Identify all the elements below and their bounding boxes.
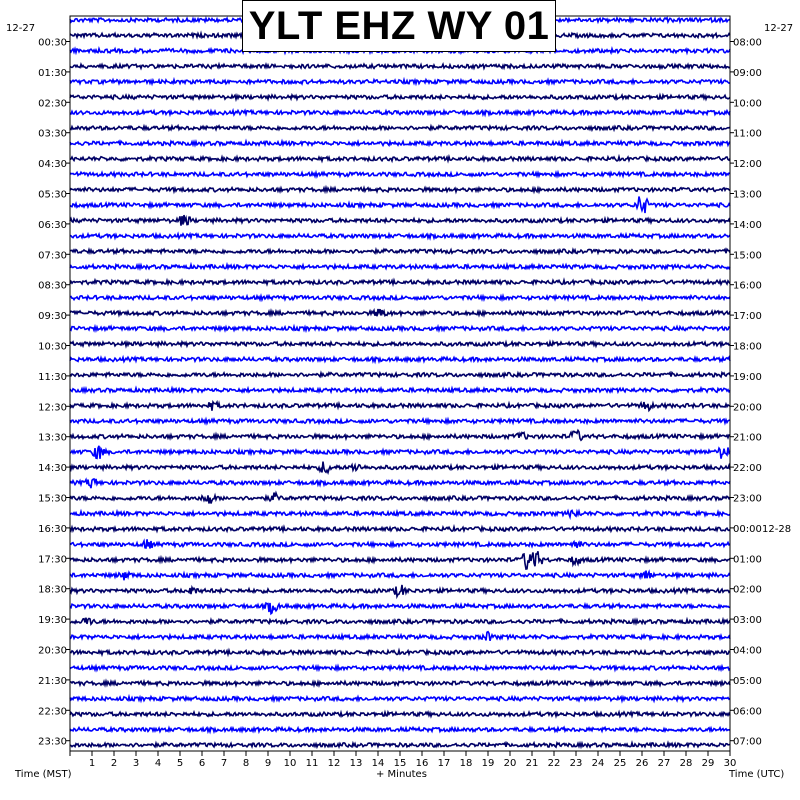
x-tick-label: 30 [723, 758, 737, 769]
x-tick-label: 25 [613, 758, 627, 769]
x-tick-label: 13 [349, 758, 363, 769]
right-hour-label: 12:00 [733, 159, 762, 171]
right-hour-label: 03:00 [733, 615, 762, 627]
x-tick-label: 22 [547, 758, 561, 769]
x-tick-label: 11 [305, 758, 319, 769]
left-hour-label: 05:30 [38, 189, 67, 201]
x-tick-label: 4 [154, 758, 162, 769]
left-axis-label: Time (MST) [15, 769, 72, 780]
right-hour-label: 08:00 [733, 37, 762, 49]
plot-background [70, 16, 730, 751]
right-hour-label: 10:00 [733, 98, 762, 110]
left-hour-label: 18:30 [38, 584, 67, 596]
title-box [242, 0, 556, 52]
x-tick-label: 7 [220, 758, 228, 769]
right-hour-label: 09:00 [733, 67, 762, 79]
left-hour-label: 21:30 [38, 675, 67, 687]
right-hour-label: 23:00 [733, 493, 762, 505]
x-tick-label: 27 [657, 758, 671, 769]
left-hour-label: 19:30 [38, 615, 67, 627]
x-tick-label: 29 [701, 758, 715, 769]
right-hour-label: 06:00 [733, 706, 762, 718]
left-hour-label: 02:30 [38, 98, 67, 110]
right-hour-label: 01:00 [733, 554, 762, 566]
chart-title: YLT EHZ WY 01 [248, 3, 550, 48]
right-hour-label: 20:00 [733, 402, 762, 414]
left-hour-label: 10:30 [38, 341, 67, 353]
x-tick-label: 16 [415, 758, 429, 769]
left-hour-label: 09:30 [38, 311, 67, 323]
left-hour-label: 23:30 [38, 736, 67, 748]
x-tick-label: 5 [176, 758, 184, 769]
x-tick-label: 12 [327, 758, 341, 769]
right-hour-label: 15:00 [733, 250, 762, 262]
left-hour-label: 04:30 [38, 159, 67, 171]
left-hour-label: 07:30 [38, 250, 67, 262]
right-hour-label: 00:00 [733, 523, 762, 535]
left-hour-label: 08:30 [38, 280, 67, 292]
x-tick-label: 8 [242, 758, 250, 769]
left-hour-label: 22:30 [38, 706, 67, 718]
right-hour-label: 13:00 [733, 189, 762, 201]
x-tick-label: 17 [437, 758, 451, 769]
left-hour-label: 13:30 [38, 432, 67, 444]
x-tick-label: 6 [198, 758, 206, 769]
left-hour-label: 06:30 [38, 219, 67, 231]
right-hour-label: 22:00 [733, 463, 762, 475]
left-date-label: 12-27 [6, 23, 36, 34]
right-hour-label: 07:00 [733, 736, 762, 748]
x-tick-label: 23 [569, 758, 583, 769]
x-tick-label: 2 [110, 758, 118, 769]
x-tick-label: 1 [88, 758, 96, 769]
right-hour-label: 18:00 [733, 341, 762, 353]
right-hour-label: 11:00 [733, 128, 762, 140]
left-hour-label: 03:30 [38, 128, 67, 140]
left-hour-label: 12:30 [38, 402, 67, 414]
left-hour-label: 00:30 [38, 37, 67, 49]
x-tick-label: 14 [371, 758, 385, 769]
left-hour-label: 17:30 [38, 554, 67, 566]
x-tick-label: 28 [679, 758, 693, 769]
right-hour-label: 04:00 [733, 645, 762, 657]
left-hour-label: 16:30 [38, 523, 67, 535]
right-date-label: 12-27 [764, 23, 794, 34]
x-tick-label: 21 [525, 758, 539, 769]
x-tick-label: 9 [264, 758, 272, 769]
right-hour-label: 14:00 [733, 219, 762, 231]
right-hour-label: 02:00 [733, 584, 762, 596]
right-axis-label: Time (UTC) [729, 769, 785, 780]
x-axis-label: + Minutes [376, 769, 427, 780]
left-hour-label: 01:30 [38, 67, 67, 79]
x-tick-label: 26 [635, 758, 649, 769]
x-tick-label: 19 [481, 758, 495, 769]
left-hour-label: 14:30 [38, 463, 67, 475]
left-hour-label: 15:30 [38, 493, 67, 505]
right-hour-label: 19:00 [733, 371, 762, 383]
left-hour-label: 11:30 [38, 371, 67, 383]
right-hour-label: 16:00 [733, 280, 762, 292]
x-tick-label: 18 [459, 758, 473, 769]
x-tick-label: 15 [393, 758, 407, 769]
x-tick-label: 24 [591, 758, 605, 769]
right-date-change-label: 12-28 [762, 523, 792, 535]
right-hour-label: 21:00 [733, 432, 762, 444]
x-tick-label: 20 [503, 758, 517, 769]
x-tick-label: 10 [283, 758, 297, 769]
left-hour-label: 20:30 [38, 645, 67, 657]
right-hour-label: 17:00 [733, 311, 762, 323]
right-hour-label: 05:00 [733, 675, 762, 687]
x-tick-label: 3 [132, 758, 140, 769]
